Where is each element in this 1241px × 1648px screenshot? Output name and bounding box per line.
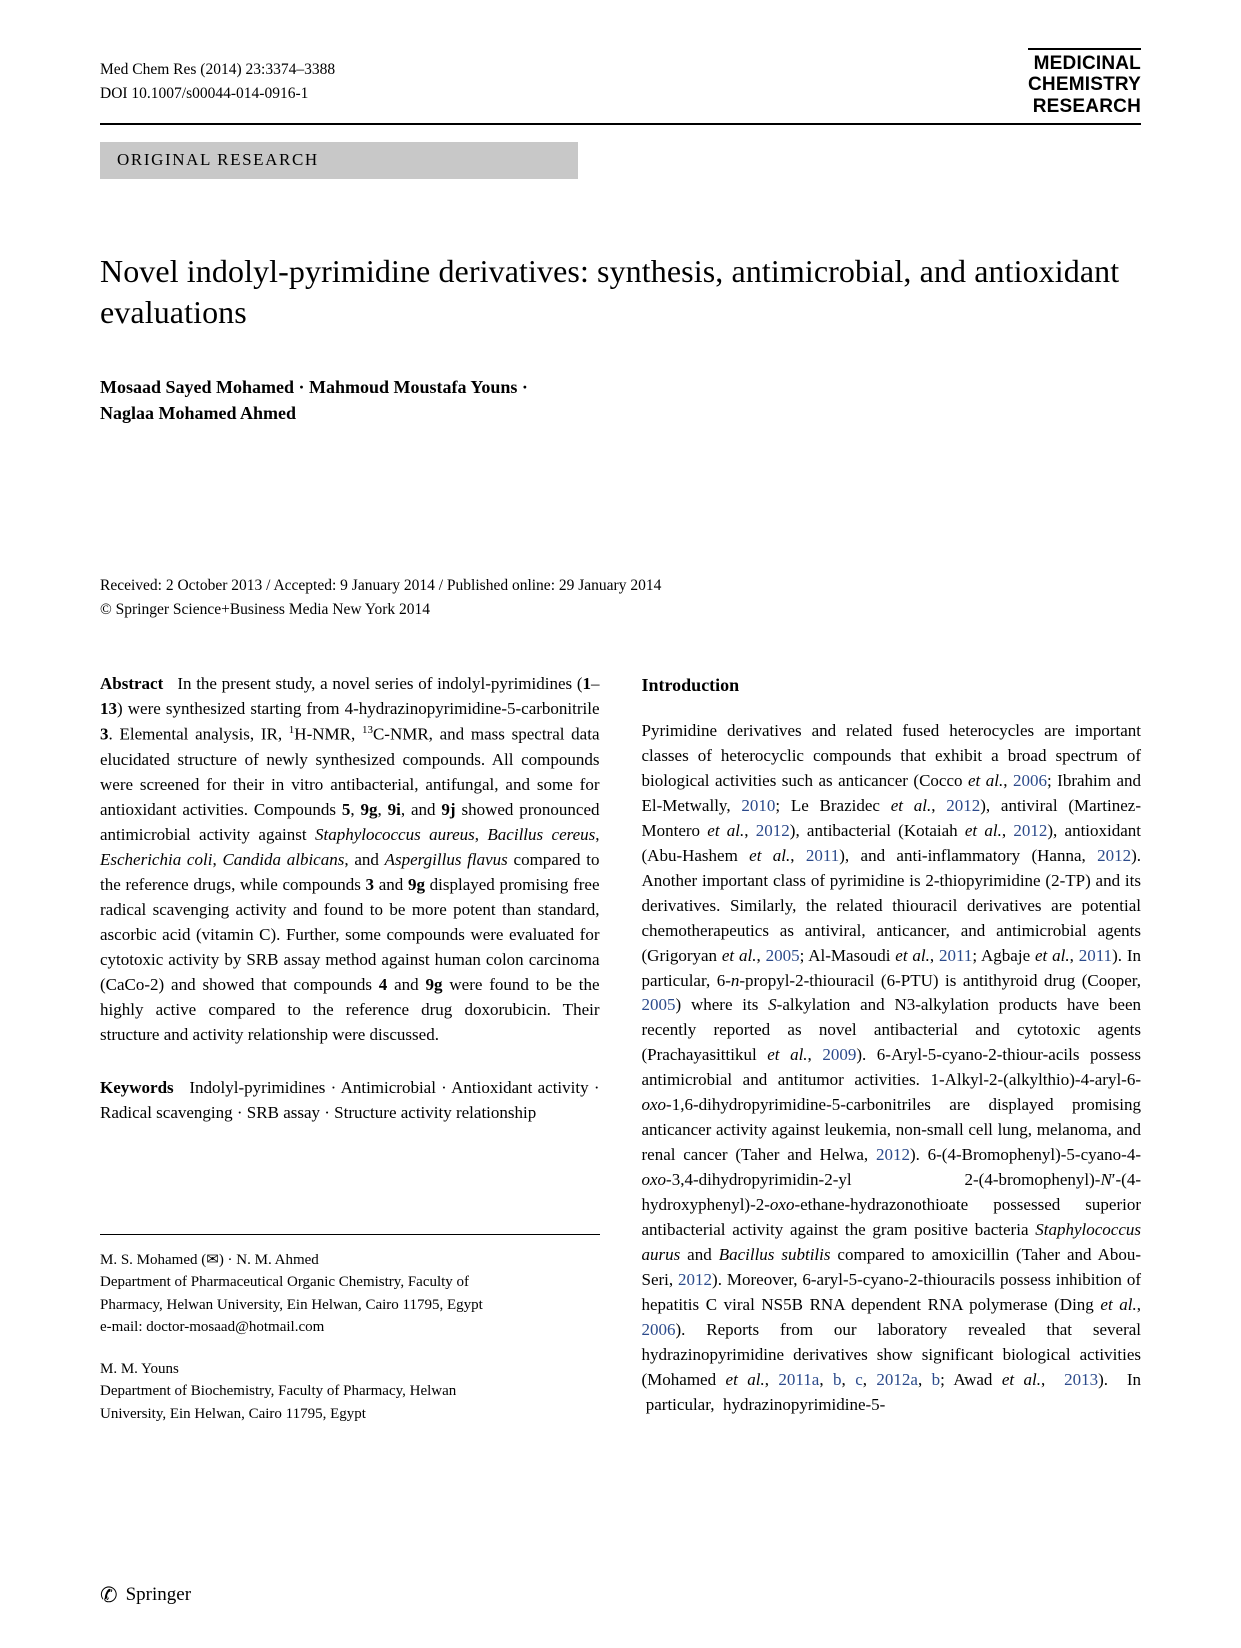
- journal-reference: [100, 52, 335, 106]
- journal-logo-line-2: CHEMISTRY: [1028, 74, 1141, 96]
- correspondence-email[interactable]: e-mail: doctor-mosaad@hotmail.com: [100, 1319, 325, 1336]
- correspondence-footnote: [100, 1234, 600, 1426]
- received-accepted-line: Received: 2 October 2013 / Accepted: 9 January 2014 / Published online: 29 January 2014: [100, 577, 662, 595]
- publisher-logo: [100, 1584, 191, 1606]
- keywords-heading: Keywords: [100, 1077, 174, 1097]
- correspondence-line-5: M. M. Youns: [100, 1360, 179, 1377]
- correspondence-line-3: Pharmacy, Helwan University, Ein Helwan, Cairo 11795, Egypt: [100, 1296, 483, 1313]
- author-line-1: Mosaad Sayed Mohamed · Mahmoud Moustafa Youns ·: [100, 376, 528, 397]
- journal-logo: [1028, 48, 1141, 117]
- masthead: [100, 52, 1141, 125]
- right-column: [642, 672, 1142, 1425]
- left-column: [100, 672, 600, 1425]
- abstract-paragraph: Abstract In the present study, a novel series of indolyl-pyrimidines (1–13) were synthesized starting from 4-hydrazinopyrimidine-5-carbonitrile 3. Elemental analysis, IR, $^1$H-NMR, $^{13}$C-NMR, and mass spectral data elucidated structure of newly synthesized compounds. All compounds were screened for their in vitro antibacterial, antifungal, and some for antioxidant activities. Compounds 5, 9g, 9i, and 9j showed pronounced antimicrobial activity against Staphylococcus aureus, Bacillus cereus, Escherichia coli, Candida albicans, and Aspergillus flavus compared to the reference drugs, while compounds 3 and 9g displayed promising free radical scavenging activity and found to be more potent than standard, ascorbic acid (vitamin C). Further, some compounds were evaluated for cytotoxic activity by SRB assay method against human colon carcinoma (CaCo-2) and showed that compounds 4 and 9g were found to be the highly active compared to the reference drug doxorubicin. Their structure and activity relationship were discussed.: [100, 674, 600, 1044]
- journal-citation: Med Chem Res (2014) 23:3374–3388: [100, 61, 336, 78]
- publication-dates: [100, 574, 1141, 622]
- keywords-paragraph: Keywords Indolyl-pyrimidines · Antimicrobial · Antioxidant activity · Radical scavenging · SRB assay · Structure activity relationship: [100, 1077, 600, 1122]
- abstract-heading: Abstract: [100, 674, 164, 694]
- author-line-2: Naglaa Mohamed Ahmed: [100, 403, 297, 424]
- introduction-heading: Introduction: [641, 675, 740, 696]
- correspondence-line-2: Department of Pharmaceutical Organic Chemistry, Faculty of: [100, 1274, 470, 1291]
- body-columns: [100, 672, 1141, 1425]
- journal-logo-line-3: RESEARCH: [1032, 95, 1141, 117]
- article-type-banner: [100, 142, 578, 179]
- publisher-name: Springer: [125, 1584, 192, 1605]
- introduction-paragraph: Pyrimidine derivatives and related fused heterocycles are important classes of heterocyclic compounds that exhibit a broad spectrum of biological activities such as anticancer (Cocco et al., 2006; Ibrahim and El-Metwally, 2010; Le Brazidec et al., 2012), antiviral (Martinez-Montero et al., 2012), antibacterial (Kotaiah et al., 2012), antioxidant (Abu-Hashem et al., 2011), and anti-inflammatory (Hanna, 2012). Another important class of pyrimidine is 2-thiopyrimidine (2-TP) and its derivatives. Similarly, the related thiouracil derivatives are potential chemotherapeutics as antiviral, anticancer, and antimicrobial agents (Grigoryan et al., 2005; Al-Masoudi et al., 2011; Agbaje et al., 2011). In particular, 6-n-propyl-2-thiouracil (6-PTU) is antithyroid drug (Cooper, 2005) where its S-alkylation and N3-alkylation products have been recently reported as novel antibacterial and cytotoxic agents (Prachayasittikul et al., 2009). 6-Aryl-5-cyano-2-thiour-acils possess antimicrobial and antitumor activities. 1-Alkyl-2-(alkylthio)-4-aryl-6-oxo-1,6-dihydropyrimidine-5-carbonitriles are displayed promising anticancer activity against leukemia, non-small cell lung, melanoma, and renal cancer (Taher and Helwa, 2012). 6-(4-Bromophenyl)-5-cyano-4-oxo-3,4-dihydropyrimidin-2-yl 2-(4-bromophenyl)-N′-(4-hydroxyphenyl)-2-oxo-ethane-hydrazonothioate possessed superior antibacterial activity against the gram positive bacteria Staphylococcus aurus and Bacillus subtilis compared to amoxicillin (Taher and Abou-Seri, 2012). Moreover, 6-aryl-5-cyano-2-thiouracils possess inhibition of hepatitis C viral NS5B RNA dependent RNA polymerase (Ding et al., 2006). Reports from our laboratory revealed that several hydrazinopyrimidine derivatives show significant biological activities (Mohamed et al., 2011a, b, c, 2012a, b; Awad et al., 2013). In particular, hydrazinopyrimidine-5-: [641, 720, 1142, 1415]
- correspondence-line-6: Department of Biochemistry, Faculty of Pharmacy, Helwan: [100, 1383, 457, 1400]
- page-title: Novel indolyl-pyrimidine derivatives: synthesis, antimicrobial, and antioxidant evaluations: [100, 252, 1120, 331]
- author-list: [100, 374, 1141, 426]
- correspondence-line-1: M. S. Mohamed (✉) · N. M. Ahmed: [100, 1251, 319, 1268]
- correspondence-line-7: University, Ein Helwan, Cairo 11795, Egypt: [100, 1405, 366, 1422]
- journal-doi: DOI 10.1007/s00044-014-0916-1: [100, 85, 309, 103]
- copyright-line: © Springer Science+Business Media New York 2014: [100, 601, 431, 619]
- journal-logo-line-1: MEDICINAL: [1033, 53, 1141, 74]
- springer-mark-icon: ✆: [100, 1582, 118, 1607]
- article-type-label: ORIGINAL RESEARCH: [117, 150, 319, 170]
